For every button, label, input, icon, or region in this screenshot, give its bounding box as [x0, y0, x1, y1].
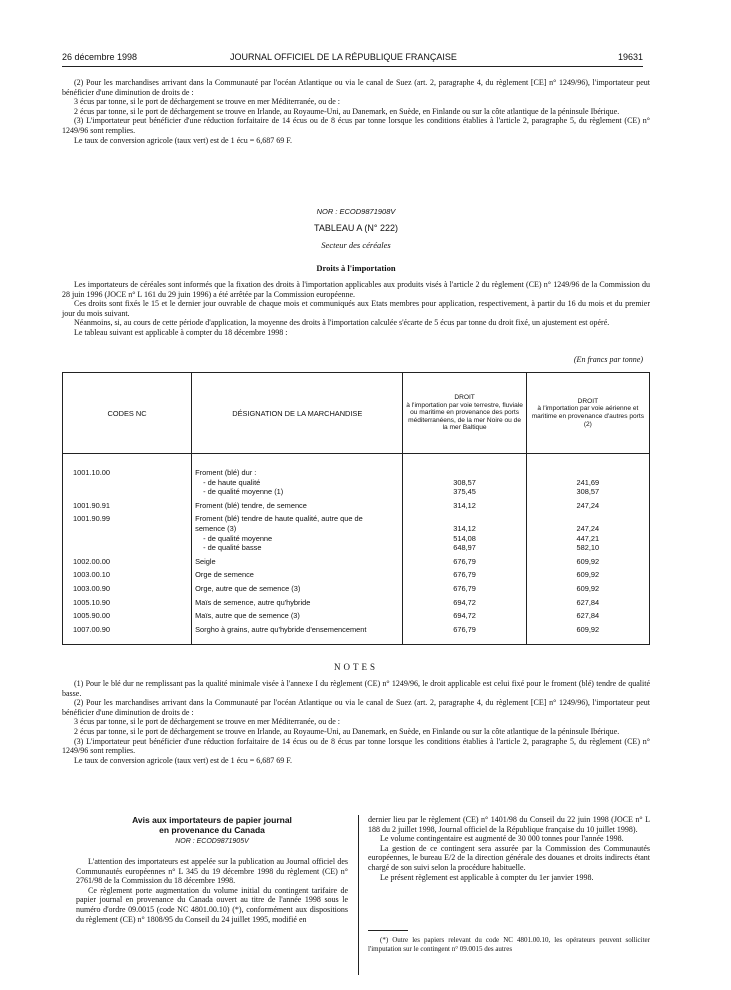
tableau-subtitle: Secteur des céréales: [321, 240, 391, 250]
nc-code: 1001.10.00: [73, 468, 110, 477]
droit-terrestre-value: [406, 468, 522, 478]
footnote-text: (*) Outre les papiers relevant du code NC 4801.00.10, les opérateurs peuvent solliciter l'imputation sur le contingent n° 09.0015 des autres: [368, 936, 650, 953]
header-page-number: 19631: [617, 52, 643, 62]
droit-terrestre-value: 314,12: [453, 523, 476, 533]
table-row: [63, 454, 650, 498]
designation-line: Froment (blé) tendre, de semence: [195, 500, 307, 510]
tableau-heading: Droits à l'importation: [316, 263, 396, 273]
notes-title: NOTES: [334, 662, 378, 672]
avis-left-p1: L'attention des importateurs est appelée sur la publication au Journal officiel des Communautés européennes n° L 345 du 19 décembre 1998 du règlement (CE) n° 2761/98 de la Commission du 18 décembre 1998.: [76, 857, 348, 886]
droit-aerien-value: 308,57: [576, 487, 600, 497]
avis-title-1: Avis aux importateurs de papier journal: [132, 815, 292, 825]
table-row: [63, 622, 650, 645]
droit-aerien-value: 609,92: [576, 556, 600, 566]
avis-left-p2: Ce règlement porte augmentation du volume initial du contingent tarifaire de papier journal en provenance du Canada ouvert au titre de l'année 1998 sous le numéro d'ordre 09.0015 (code NC 4801.00.10) (*), conformément aux dispositions du règlement (CE) n° 1808/95 du Conseil du 24 juillet 1995, modifié en: [76, 885, 348, 924]
table-row: [63, 567, 650, 581]
avis-right-p2: Le volume contingentaire est augmenté de 30 000 tonnes pour l'année 1998.: [380, 834, 624, 844]
column-divider: [358, 815, 359, 975]
avis-right-p4: Le présent règlement est applicable à compter du 1er janvier 1998.: [380, 872, 594, 882]
designation-line: - de qualité basse: [203, 543, 262, 553]
avis-nor: NOR : ECOD9871905V: [175, 838, 249, 845]
droit-aerien-value: 241,69: [576, 477, 600, 487]
top-notes: [62, 78, 650, 145]
designation-line: Maïs, autre que de semence (3): [195, 611, 300, 621]
intro-p2: Ces droits sont fixés le 15 et le dernier jour ouvrable de chaque mois et communiqués aux Etats membres pour application, respectivement, à partir du 16 du mois et du premier jour du mois suivant.: [62, 299, 650, 318]
table-header-row: [63, 373, 650, 454]
intro-p3: Néanmoins, si, au cours de cette période d'application, la moyenne des droits à l'importation calculée s'écarte de 5 écus par tonne du droit fixé, un ajustement est opéré.: [74, 318, 610, 328]
top-note-2a: 3 écus par tonne, si le port de déchargement se trouve en mer Méditerranée, ou de :: [74, 97, 340, 107]
nc-code: 1001.90.99: [73, 514, 110, 524]
designation-line: - de haute qualité: [203, 477, 261, 487]
header-rule: [62, 66, 643, 67]
droit-terrestre-value: 676,79: [453, 583, 476, 593]
designation-line: semence (3): [195, 523, 237, 533]
droit-terrestre-value: [406, 514, 522, 524]
designation-line: Sorgho à grains, autre qu'hybride d'ensemencement: [195, 624, 367, 634]
note-3: (3) L'importateur peut bénéficier d'une réduction forfaitaire de 14 écus ou de 8 écus par tonne lorsque les conditions établies à l'article 2, paragraphe 5, du règlement (CE) n° 1249/96 sont remplies.: [62, 736, 650, 756]
droit-aerien-value: 582,10: [576, 543, 600, 553]
top-note-3: (3) L'importateur peut bénéficier d'une réduction forfaitaire de 14 écus ou de 8 écus par tonne lorsque les conditions établies à l'article 2, paragraphe 5, du règlement (CE) n° 1249/96 sont remplies.: [62, 116, 650, 135]
top-note-2: (2) Pour les marchandises arrivant dans la Communauté par l'océan Atlantique ou via le canal de Suez (art. 2, paragraphe 4, du règlement [CE] n° 1249/96), l'importateur peut bénéficier d'une diminution de droits de :: [62, 78, 650, 97]
designation-line: - de qualité moyenne (1): [203, 487, 284, 497]
table-row: [63, 581, 650, 595]
avis-right-p1: dernier lieu par le règlement (CE) n° 1401/98 du Conseil du 22 juin 1998 (JOCE n° L 188 du 2 juillet 1998, Journal officiel de la République française du 10 juillet 1998).: [368, 815, 650, 834]
duties-table: [62, 372, 650, 645]
table-row: [63, 511, 650, 553]
droit-terrestre-value: 676,79: [453, 556, 476, 566]
note-1: (1) Pour le blé dur ne remplissant pas la qualité minimale visée à l'annexe I du règlement (CE) n° 1249/96, le droit applicable est celui fixé pour le froment (blé) tendre de qualité basse.: [62, 679, 650, 698]
tableau-intro: [62, 280, 650, 338]
designation-line: Froment (blé) tendre de haute qualité, autre que de: [195, 514, 363, 524]
droit-terrestre-value: 314,12: [453, 500, 476, 510]
droit-terrestre-value: 676,79: [453, 570, 476, 580]
designation-line: Maïs de semence, autre qu'hybride: [195, 597, 311, 607]
top-note-rate: Le taux de conversion agricole (taux vert) est de 1 écu = 6,687 69 F.: [74, 135, 293, 145]
droit-terrestre-value: 648,97: [453, 543, 476, 553]
col-header-droit-2: DROIT à l'importation par voie aérienne et maritime en provenance d'autres ports (2): [526, 373, 649, 454]
droit-terrestre-value: 676,79: [453, 624, 476, 634]
droit-terrestre-value: 694,72: [453, 597, 476, 607]
intro-p4: Le tableau suivant est applicable à compter du 18 décembre 1998 :: [74, 327, 288, 337]
droit-terrestre-value: 308,57: [453, 477, 476, 487]
header-journal-title: JOURNAL OFFICIEL DE LA RÉPUBLIQUE FRANÇAISE: [230, 52, 457, 62]
avis-left-column: [76, 815, 348, 924]
droit-aerien-value: 609,92: [576, 583, 600, 593]
header-date: 26 décembre 1998: [62, 52, 138, 62]
col-header-codes: CODES NC: [63, 373, 192, 454]
table-row: [63, 608, 650, 622]
droit-aerien-value: [530, 468, 646, 478]
top-note-2b: 2 écus par tonne, si le port de déchargement se trouve en Irlande, au Royaume-Uni, au Danemark, en Suède, en Finlande ou sur la côte atlantique de la péninsule Ibérique.: [74, 106, 620, 116]
designation-line: Froment (blé) dur :: [195, 468, 257, 477]
nc-code: 1005.90.00: [73, 611, 110, 621]
nc-code: 1001.90.91: [73, 500, 110, 510]
avis-right-column: [368, 815, 650, 882]
droit-terrestre-value: 514,08: [453, 533, 476, 543]
droit-terrestre-value: 694,72: [453, 611, 476, 621]
tableau-nor: NOR : ECOD9871908V: [316, 207, 396, 216]
designation-line: - de qualité moyenne: [203, 533, 273, 543]
nc-code: 1003.00.10: [73, 570, 110, 580]
droit-aerien-value: 609,92: [576, 570, 600, 580]
nc-code: 1003.00.90: [73, 583, 110, 593]
droit-aerien-value: 627,84: [576, 597, 600, 607]
intro-p1: Les importateurs de céréales sont informés que la fixation des droits à l'importation applicables aux produits visés à l'article 2 du règlement (CE) n° 1249/96 de la Commission du 28 juin 1996 (JOCE n° L 161 du 29 juin 1996) a été arrêtée par la Commission européenne.: [62, 280, 650, 299]
designation-line: Seigle: [195, 556, 216, 566]
droit-aerien-value: 247,24: [576, 500, 600, 510]
footnote-rule: [368, 930, 408, 931]
note-2a: 3 écus par tonne, si le port de déchargement se trouve en mer Méditerranée, ou de :: [74, 717, 340, 727]
droit-aerien-value: 627,84: [576, 611, 600, 621]
table-row: [63, 595, 650, 609]
nc-code: 1002.00.00: [73, 556, 110, 566]
col-header-droit-1: DROIT à l'importation par voie terrestre, fluviale ou maritime en provenance des ports méditerranéens, de la mer Noire ou de la mer Baltique: [403, 373, 526, 454]
footnote: [368, 936, 650, 953]
droit-aerien-value: 247,24: [576, 523, 600, 533]
table-row: [63, 498, 650, 512]
nc-code: 1007.00.90: [73, 624, 110, 634]
note-rate: Le taux de conversion agricole (taux vert) est de 1 écu = 6,687 69 F.: [74, 755, 293, 765]
note-2b: 2 écus par tonne, si le port de déchargement se trouve en Irlande, au Royaume-Uni, au Danemark, en Suède, en Finlande ou sur la côte atlantique de la péninsule Ibérique.: [74, 726, 620, 736]
droit-aerien-value: 609,92: [576, 624, 600, 634]
designation-line: Orge, autre que de semence (3): [195, 583, 301, 593]
droit-terrestre-value: 375,45: [453, 487, 476, 497]
avis-right-p3: La gestion de ce contingent sera assurée par la Commission des Communautés européennes, le bureau E/2 de la direction générale des douanes et droits indirects étant chargé de son suivi selon la procédure habituelle.: [368, 843, 650, 872]
droit-aerien-value: 447,21: [576, 533, 600, 543]
avis-title-2: en provenance du Canada: [159, 825, 265, 835]
designation-line: Orge de semence: [195, 570, 254, 580]
droit-aerien-value: [530, 514, 646, 524]
col-header-designation: DÉSIGNATION DE LA MARCHANDISE: [192, 373, 403, 454]
notes-block: [62, 679, 650, 765]
nc-code: 1005.10.90: [73, 597, 110, 607]
tableau-title: TABLEAU A (N° 222): [314, 223, 398, 233]
unit-note: (En francs par tonne): [573, 355, 643, 364]
note-2: (2) Pour les marchandises arrivant dans la Communauté par l'océan Atlantique ou via le canal de Suez (art. 2, paragraphe 4, du règlement [CE] n° 1249/96), l'importateur peut bénéficier d'une diminution de droits de :: [62, 698, 650, 717]
table-row: [63, 554, 650, 568]
